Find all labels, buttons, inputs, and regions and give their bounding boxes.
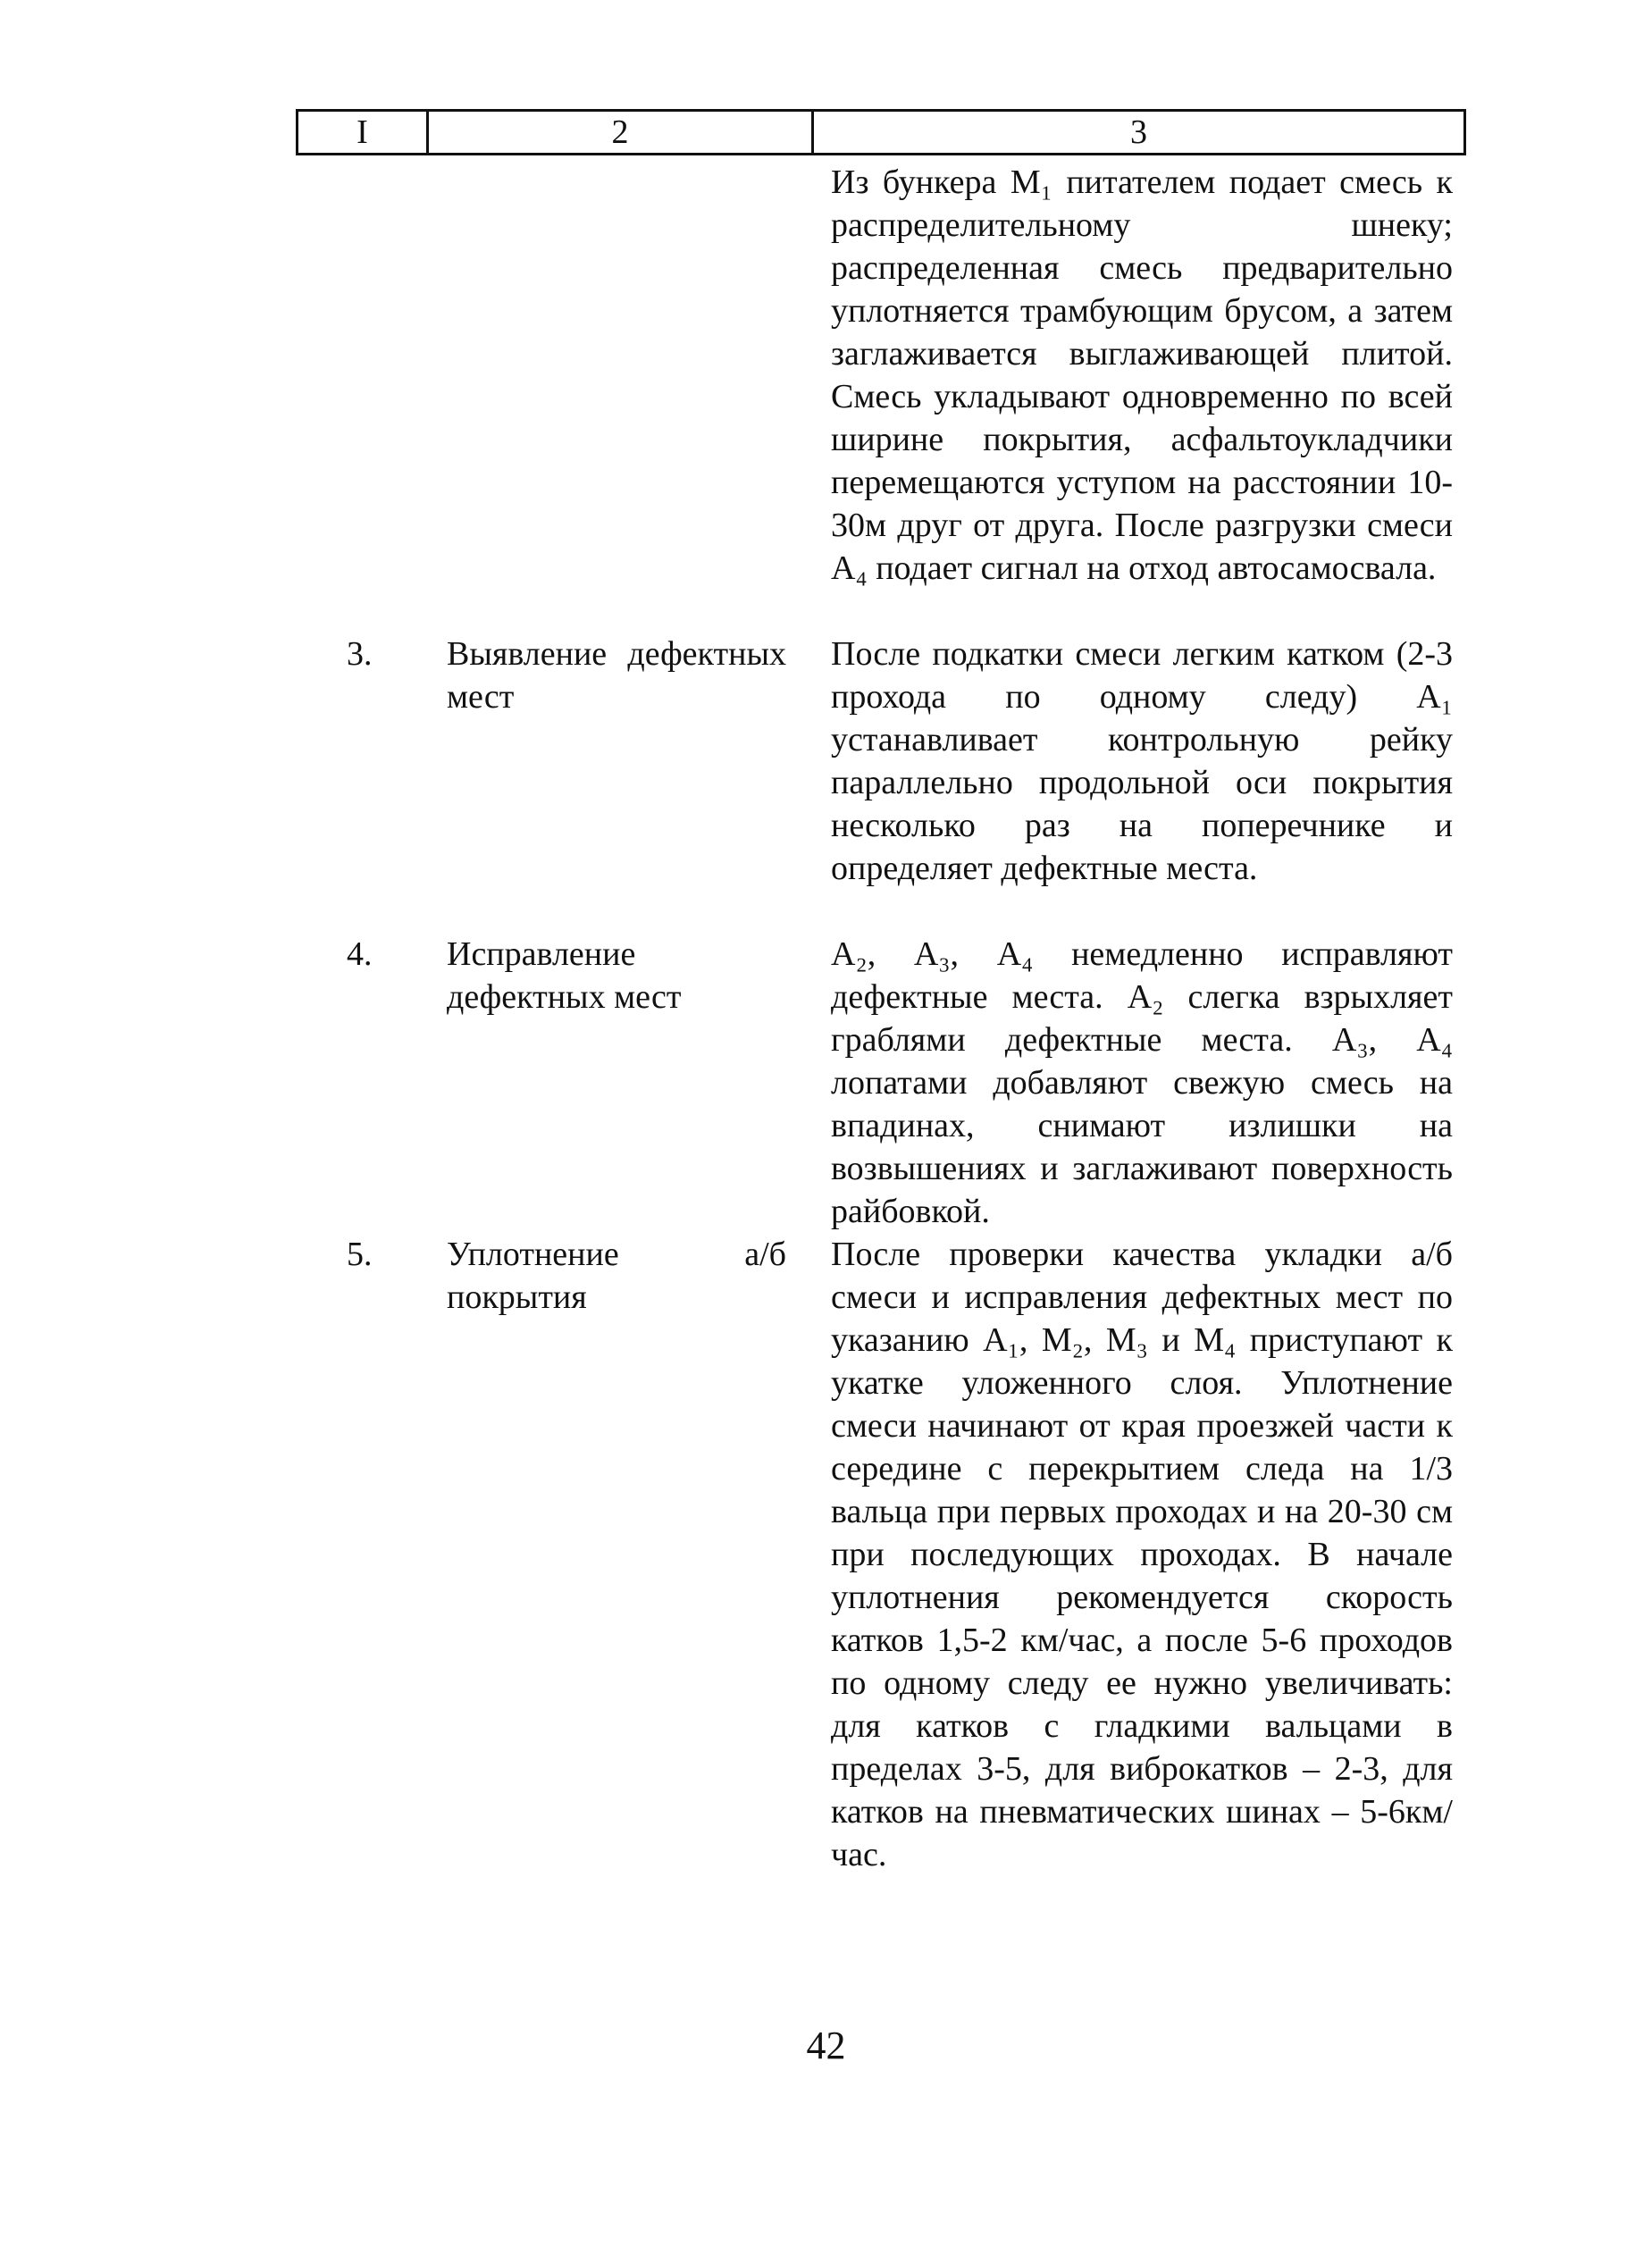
table-header-row <box>296 109 1466 155</box>
row-number: 5. <box>347 1236 373 1273</box>
row-number: 3. <box>347 635 373 673</box>
row-description: После подкатки смеси легким катком (2-3 прохода по одному следу) А₁ устанавливает контрольную рейку параллельно продольной оси покрытия несколько раз на поперечнике и определяет дефектные места. <box>831 635 1453 887</box>
row-description: После проверки качества укладки а/б смеси и исправления дефектных мест по указанию А₁, М₂, М₃ и М₄ приступают к укатке уложенного слоя. Уплотнение смеси начинают от края проезжей части к середине с перекрытием следа на 1/3 вальца при первых проходах и на 20-30 см при последующих проходах. В начале уплотнения рекомендуется скорость катков 1,5-2 км/час, а после 5-6 проходов по одному следу ее нужно увеличивать: для катков с гладкими вальцами в пределах 3-5, для виброкатков – 2-3, для катков на пневматических шинах – 5-6км/час. <box>831 1236 1453 1873</box>
header-col-1: I <box>298 112 429 153</box>
page-number: 42 <box>806 2024 846 2067</box>
header-col-3: 3 <box>1130 113 1147 151</box>
row-description: Из бункера М₁ питателем подает смесь к распределительному шнеку; распределенная смесь предварительно уплотняется трамбующим брусом, а затем заглаживается выглаживающей плитой. Смесь укладывают одновременно по всей ширине покрытия, асфальтоукладчики перемещаются уступом на расстоянии 10-30м друг от друга. После разгрузки смеси А₄ подает сигнал на отход автосамосвала. <box>831 163 1453 587</box>
row-step-name: Выявление дефектных мест <box>447 635 786 716</box>
row-number: 4. <box>347 935 373 973</box>
header-col-2: 2 <box>429 112 814 153</box>
row-step-name: Исправление дефектных мест <box>447 935 682 1016</box>
row-description: А₂, А₃, А₄ немедленно исправляют дефектные места. А₂ слегка взрыхляет граблями дефектные места. А₃, А₄ лопатами добавляют свежую смесь на впадинах, снимают излишки на возвышениях и заглаживают поверхность райбовкой. <box>831 935 1453 1230</box>
row-step-name: Уплотнение а/б покрытия <box>447 1236 786 1316</box>
